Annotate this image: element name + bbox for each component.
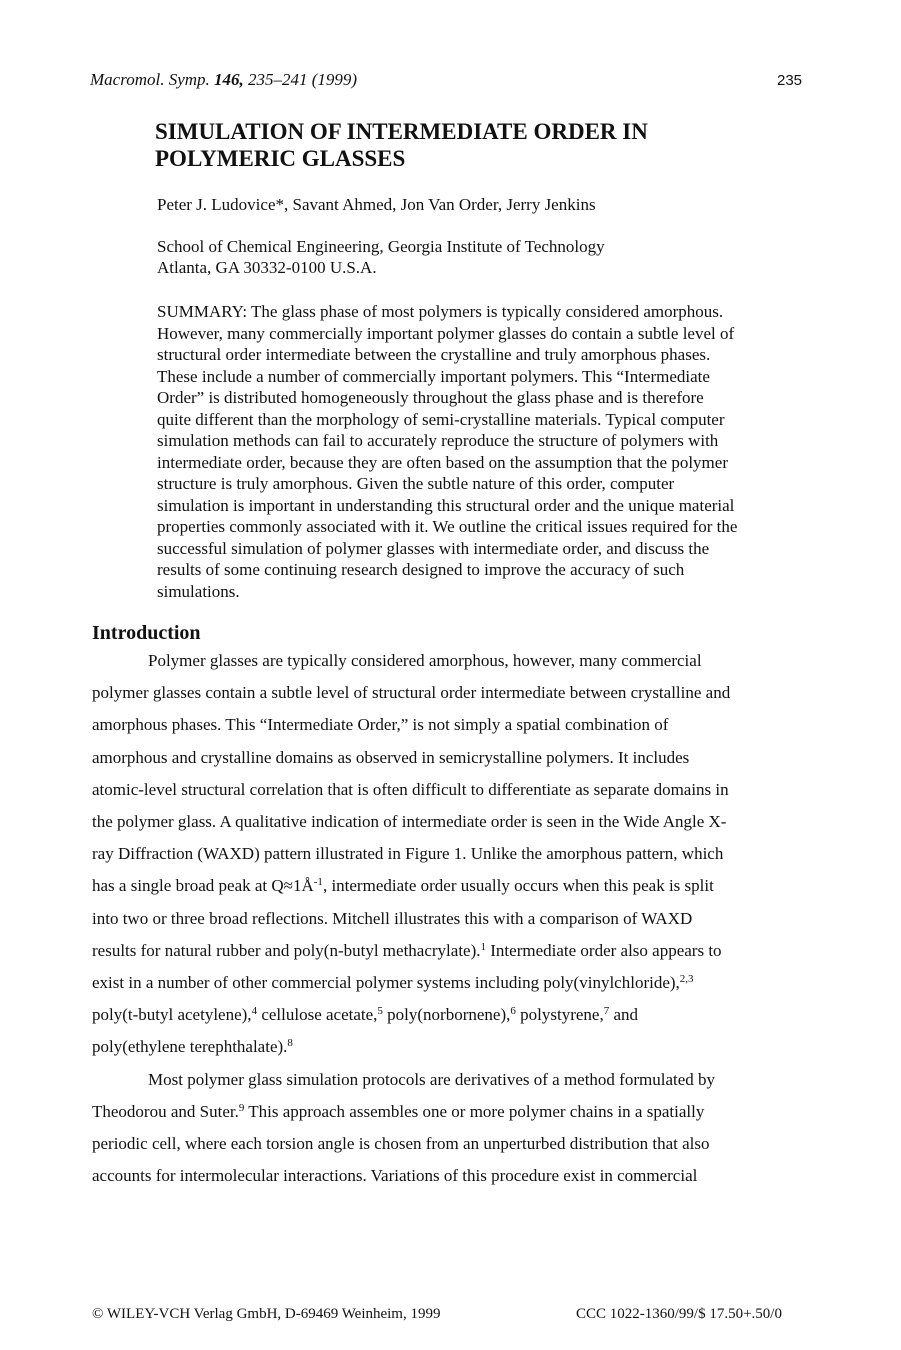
summary-line: quite different than the morphology of semi-crystalline materials. Typical computer [157,409,725,429]
affiliation [157,236,605,278]
reference-marker: 2,3 [679,973,694,986]
reference-marker: 1 [480,940,487,953]
reference-marker: 7 [603,1005,610,1018]
summary-line: These include a number of commercially important polymers. This “Intermediate [157,366,710,386]
body-line: polymer glasses contain a subtle level of structural order intermediate between crystalline and [92,683,731,703]
line-text: , intermediate order usually occurs when this peak is split [322,876,714,896]
line-text: Theodorou and Suter. [92,1101,239,1121]
line-text: poly(t-butyl acetylene), [92,1005,252,1025]
introduction-body [92,645,812,1192]
summary-line: simulation methods can fail to accurately reproduce the structure of polymers with [157,431,719,450]
line-text: cellulose acetate, [257,1005,378,1025]
journal-pages: 235–241 (1999) [243,70,358,89]
body-line: the polymer glass. A qualitative indication of intermediate order is seen in the Wide Angle X- [92,812,727,832]
line-text: has a single broad peak at Q≈1Å [92,876,314,896]
summary-line: simulations. [157,581,240,601]
line-text: Intermediate order also appears to [486,940,722,960]
affiliation-line-1: School of Chemical Engineering, Georgia Institute of Technology [157,237,605,256]
paper-title [155,118,775,172]
summary-line: structural order intermediate between the crystalline and truly amorphous phases. [157,345,711,364]
superscript: -1 [313,876,323,889]
body-line: amorphous and crystalline domains as observed in semicrystalline polymers. It includes [92,747,690,767]
summary-line: properties commonly associated with it. We outline the critical issues required for the [157,517,738,536]
copyright-footer: © WILEY-VCH Verlag GmbH, D-69469 Weinheim, 1999 [92,1306,441,1322]
body-line: amorphous phases. This “Intermediate Order,” is not simply a spatial combination of [92,715,669,735]
summary-line: results of some continuing research designed to improve the accuracy of such [157,560,685,579]
body-line [92,1031,812,1063]
ccc-code-footer: CCC 1022-1360/99/$ 17.50+.50/0 [576,1306,782,1322]
line-text: polystyrene, [515,1005,604,1025]
reference-marker: 8 [287,1037,293,1050]
body-line [92,870,812,902]
reference-marker: 9 [238,1101,245,1114]
journal-prefix: Macromol. Symp. [90,70,215,89]
summary-line: successful simulation of polymer glasses with intermediate order, and discuss the [157,538,710,558]
journal-volume: 146, [214,70,244,89]
line-text: exist in a number of other commercial polymer systems including poly(vinylchloride), [92,973,680,993]
author-list: Peter J. Ludovice*, Savant Ahmed, Jon Van Order, Jerry Jenkins [157,195,596,214]
line-text: and [609,1005,639,1025]
summary-line: SUMMARY: The glass phase of most polymers is typically considered amorphous. [157,302,724,321]
body-line [92,1096,812,1128]
journal-citation [90,70,357,90]
title-line-2: POLYMERIC GLASSES [155,146,406,171]
summary-abstract [157,301,817,602]
body-line: ray Diffraction (WAXD) pattern illustrated in Figure 1. Unlike the amorphous pattern, which [92,844,724,864]
introduction-heading: Introduction [92,622,201,644]
summary-line: However, many commercially important polymer glasses do contain a subtle level of [157,323,735,343]
line-text: poly(norbornene), [382,1005,511,1025]
body-line: into two or three broad reflections. Mitchell illustrates this with a comparison of WAXD [92,908,693,928]
title-line-1: SIMULATION OF INTERMEDIATE ORDER IN [155,119,648,144]
body-line: Most polymer glass simulation protocols are derivatives of a method formulated by [148,1069,716,1089]
reference-marker: 5 [377,1005,383,1018]
summary-line: Order” is distributed homogeneously throughout the glass phase and is therefore [157,388,704,407]
line-text: poly(ethylene terephthalate). [92,1037,288,1057]
summary-line: simulation is important in understanding this structural order and the unique material [157,495,735,515]
body-line [92,967,812,999]
reference-marker: 4 [251,1005,258,1018]
body-line: Polymer glasses are typically considered amorphous, however, many commercial [148,651,702,670]
affiliation-line-2: Atlanta, GA 30332-0100 U.S.A. [157,258,377,277]
line-text: results for natural rubber and poly(n-butyl methacrylate). [92,940,481,960]
body-line: atomic-level structural correlation that is often difficult to differentiate as separate domains in [92,779,729,799]
body-line: accounts for intermolecular interactions. Variations of this procedure exist in commercial [92,1166,698,1186]
summary-line: structure is truly amorphous. Given the subtle nature of this order, computer [157,474,675,493]
body-line [92,999,812,1031]
page-number: 235 [777,72,803,89]
body-line [92,935,812,967]
summary-line: intermediate order, because they are often based on the assumption that the polymer [157,452,728,472]
body-line: periodic cell, where each torsion angle is chosen from an unperturbed distribution that also [92,1134,710,1154]
reference-marker: 6 [510,1005,516,1018]
line-text: This approach assembles one or more polymer chains in a spatially [244,1101,705,1121]
